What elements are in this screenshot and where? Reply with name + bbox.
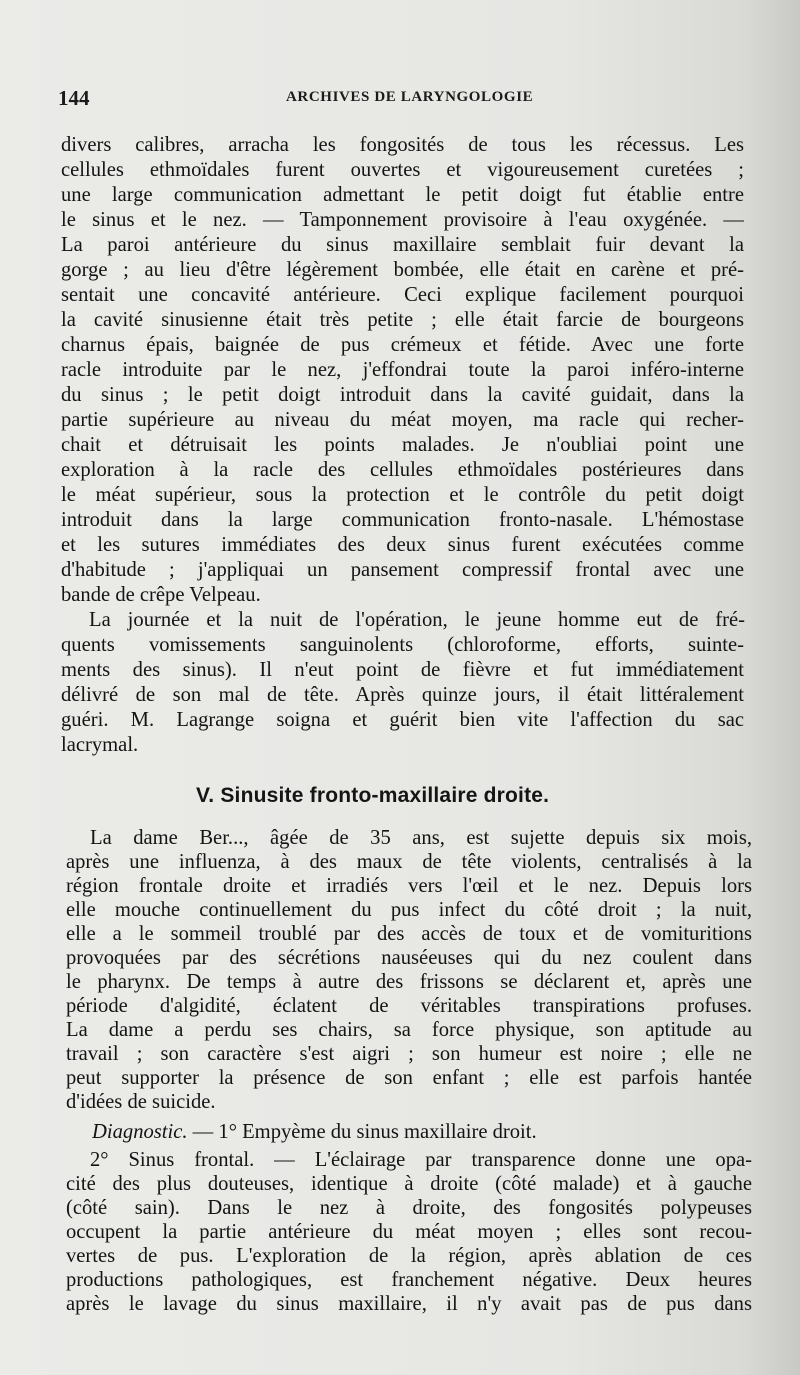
text-line: La dame Ber..., âgée de 35 ans, est sujette depuis six mois, <box>90 827 752 849</box>
text-line: La dame a perdu ses chairs, sa force physique, son aptitude au <box>66 1019 752 1041</box>
text-line: ments des sinus). Il n'eut point de fièvre et fut immédiatement <box>61 659 744 681</box>
text-line: exploration à la racle des cellules ethmoïdales postérieures dans <box>61 459 744 481</box>
diagnostic-line <box>92 1120 752 1144</box>
text-line: sentait une concavité antérieure. Ceci explique facilement pourquoi <box>61 284 744 306</box>
text-line: (côté sain). Dans le nez à droite, des fongosités polypeuses <box>66 1197 752 1219</box>
text-line: bande de crêpe Velpeau. <box>61 584 261 606</box>
text-line: après une influenza, à des maux de tête violents, centralisés à la <box>66 851 752 873</box>
text-line: le méat supérieur, sous la protection et le contrôle du petit doigt <box>61 484 744 506</box>
text-line: période d'algidité, éclatent de véritables transpirations profuses. <box>66 995 752 1017</box>
text-line: La paroi antérieure du sinus maxillaire semblait fuir devant la <box>61 234 744 256</box>
text-line: le pharynx. De temps à autre des frissons se déclarent et, après une <box>66 971 752 993</box>
text-line: délivré de son mal de tête. Après quinze jours, il était littéralement <box>61 684 744 706</box>
text-line: occupent la partie antérieure du méat moyen ; elles sont recou- <box>66 1221 752 1243</box>
text-line: vertes de pus. L'exploration de la région, après ablation de ces <box>66 1245 752 1267</box>
text-line: elle mouche continuellement du pus infect du côté droit ; la nuit, <box>66 899 752 921</box>
text-line: après le lavage du sinus maxillaire, il n'y avait pas de pus dans <box>66 1293 752 1315</box>
text-line: quents vomissements sanguinolents (chloroforme, efforts, suinte- <box>61 634 744 656</box>
text-line: gorge ; au lieu d'être légèrement bombée, elle était en carène et pré- <box>61 259 744 281</box>
page-number: 144 <box>58 86 90 110</box>
diagnostic-text: — 1° Empyème du sinus maxillaire droit. <box>187 1121 537 1143</box>
text-line: charnus épais, baignée de pus crémeux et fétide. Avec une forte <box>61 334 744 356</box>
text-line: provoquées par des sécrétions nauséeuses qui du nez coulent dans <box>66 947 752 969</box>
text-line: cellules ethmoïdales furent ouvertes et vigoureusement curetées ; <box>61 159 744 181</box>
text-line: elle a le sommeil troublé par des accès de toux et de vomituritions <box>66 923 752 945</box>
journal-title: ARCHIVES DE LARYNGOLOGIE <box>286 89 534 105</box>
text-line: d'idées de suicide. <box>66 1091 216 1113</box>
text-line: racle introduite par le nez, j'effondrai toute la paroi inféro-interne <box>61 359 744 381</box>
text-line: introduit dans la large communication fronto-nasale. L'hémostase <box>61 509 744 531</box>
text-line: du sinus ; le petit doigt introduit dans la cavité guidait, dans la <box>61 384 744 406</box>
text-line: partie supérieure au niveau du méat moyen, ma racle qui recher- <box>61 409 744 431</box>
text-line: d'habitude ; j'appliquai un pansement compressif frontal avec une <box>61 559 744 581</box>
text-line: le sinus et le nez. — Tamponnement provisoire à l'eau oxygénée. — <box>61 209 744 231</box>
text-line: travail ; son caractère s'est aigri ; son humeur est noire ; elle ne <box>66 1043 752 1065</box>
text-line: région frontale droite et irradiés vers l'œil et le nez. Depuis lors <box>66 875 752 897</box>
text-line: cité des plus douteuses, identique à droite (côté malade) et à gauche <box>66 1173 752 1195</box>
text-line: divers calibres, arracha les fongosités de tous les récessus. Les <box>61 134 744 156</box>
text-line: et les sutures immédiates des deux sinus furent exécutées comme <box>61 534 744 556</box>
text-line: productions pathologiques, est franchement négative. Deux heures <box>66 1269 752 1291</box>
text-line: la cavité sinusienne était très petite ; elle était farcie de bourgeons <box>61 309 744 331</box>
text-line: peut supporter la présence de son enfant ; elle est parfois hantée <box>66 1067 752 1089</box>
text-line: 2° Sinus frontal. — L'éclairage par transparence donne une opa- <box>90 1149 752 1171</box>
text-line: La journée et la nuit de l'opération, le jeune homme eut de fré- <box>89 609 745 631</box>
text-line: guéri. M. Lagrange soigna et guérit bien vite l'affection du sac <box>61 709 744 731</box>
text-line: lacrymal. <box>61 734 139 756</box>
text-line: chait et détruisait les points malades. Je n'oubliai point une <box>61 434 744 456</box>
section-title: V. Sinusite fronto-maxillaire droite. <box>196 784 550 807</box>
running-head <box>58 86 738 110</box>
text-line: une large communication admettant le petit doigt fut établie entre <box>61 184 744 206</box>
diagnostic-label: Diagnostic. <box>92 1121 188 1143</box>
